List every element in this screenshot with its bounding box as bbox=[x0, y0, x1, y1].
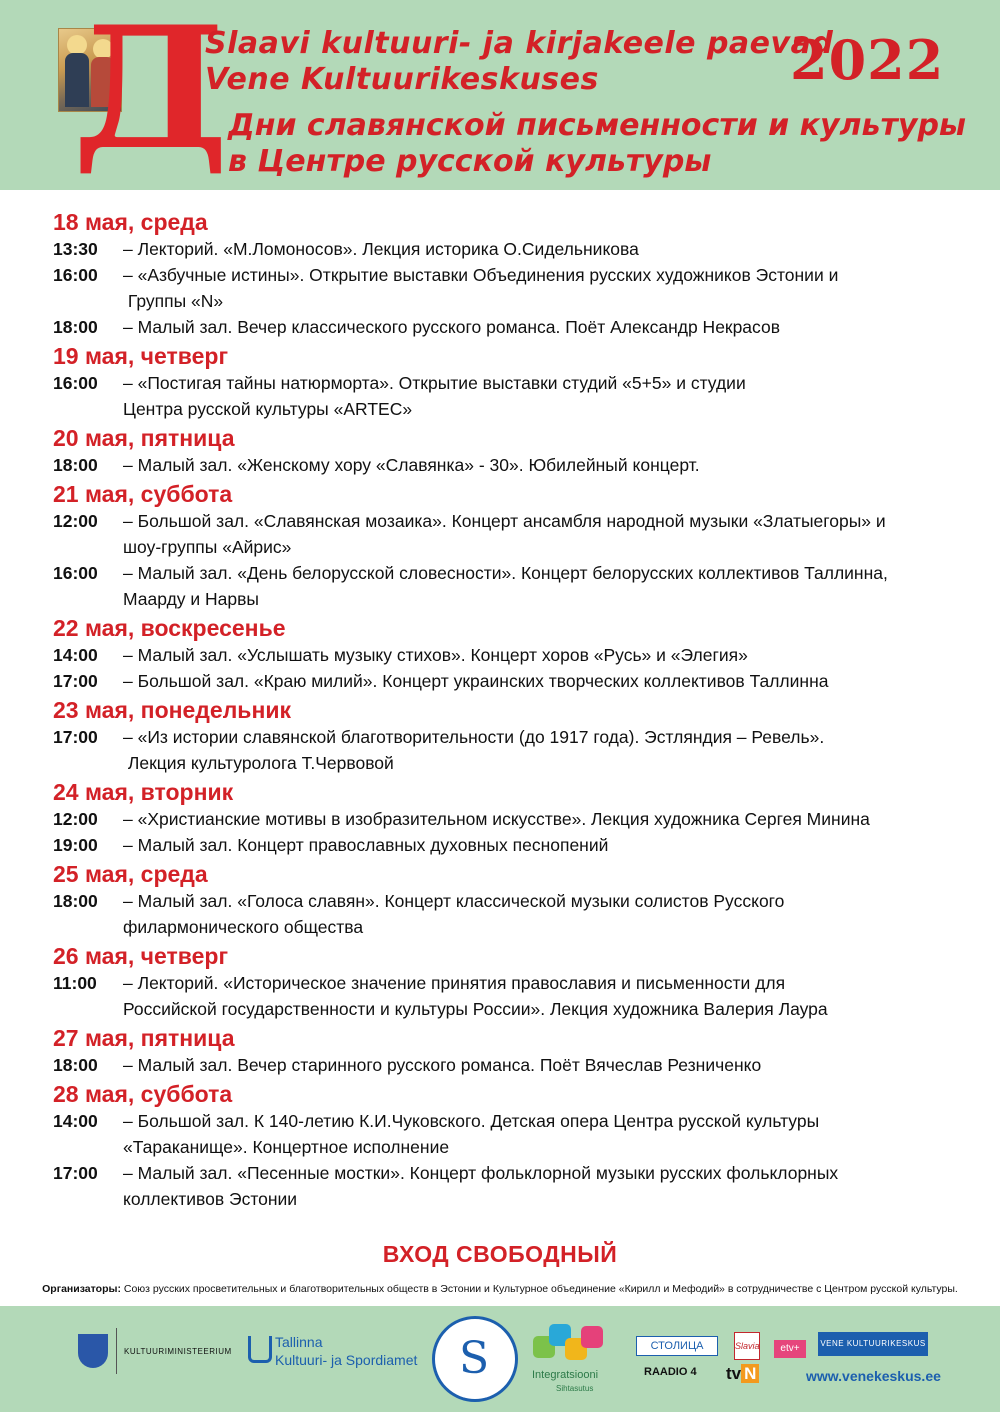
event-description: – «Постигая тайны натюрморта». Открытие выставки студий «5+5» и студии bbox=[123, 373, 746, 393]
organizers-label: Организаторы: bbox=[42, 1283, 121, 1295]
schedule-event bbox=[53, 370, 973, 422]
divider bbox=[116, 1328, 117, 1374]
schedule-event bbox=[53, 668, 973, 694]
schedule-event bbox=[53, 642, 973, 668]
day-heading: 19 мая, четверг bbox=[53, 343, 229, 369]
event-description: – Большой зал. К 140-летию К.И.Чуковского. Детская опера Центра русской культуры bbox=[123, 1111, 820, 1131]
event-description-continued: филармонического общества bbox=[123, 917, 364, 937]
integratsiooni-puzzle-icon bbox=[533, 1324, 603, 1368]
event-time: 11:00 bbox=[53, 973, 97, 993]
day-heading: 18 мая, среда bbox=[53, 209, 208, 235]
tallinn-logo-line2: Kultuuri- ja Spordiamet bbox=[275, 1352, 418, 1368]
schedule-event bbox=[53, 452, 973, 478]
event-description: – Лекторий. «Историческое значение принятия православия и письменности для bbox=[123, 973, 786, 993]
event-description: – Малый зал. «Песенные мостки». Концерт фольклорной музыки русских фольклорных bbox=[123, 1163, 839, 1183]
event-time: 14:00 bbox=[53, 645, 98, 665]
event-time: 17:00 bbox=[53, 1163, 98, 1183]
event-description: – Малый зал. Вечер старинного русского романса. Поёт Вячеслав Резниченко bbox=[123, 1055, 762, 1075]
schedule-event bbox=[53, 314, 973, 340]
title-estonian-line1: Slaavi kultuuri- ja kirjakeele paevad bbox=[205, 26, 834, 61]
event-description: – Малый зал. Концерт православных духовных песнопений bbox=[123, 835, 609, 855]
sponsor-footer bbox=[0, 1306, 1000, 1412]
day-heading: 20 мая, пятница bbox=[53, 425, 235, 451]
event-time: 18:00 bbox=[53, 1055, 98, 1075]
schedule-event bbox=[53, 236, 973, 262]
event-time: 12:00 bbox=[53, 511, 98, 531]
event-description-continued: Центра русской культуры «ARTEC» bbox=[123, 399, 413, 419]
event-time: 19:00 bbox=[53, 835, 98, 855]
event-description: – Малый зал. «Услышать музыку стихов». Концерт хоров «Русь» и «Элегия» bbox=[123, 645, 748, 665]
event-time: 12:00 bbox=[53, 809, 98, 829]
year-label: 2022 bbox=[790, 28, 945, 92]
schedule-event bbox=[53, 806, 973, 832]
organizers-text: Союз русских просветительных и благотворительных обществ в Эстонии и Культурное объединение «Кирилл и Мефодий» в сотрудничестве с Центром русской культуры. bbox=[120, 1283, 958, 1295]
title-estonian-line2: Vene Kultuurikeskuses bbox=[205, 62, 599, 97]
day-heading: 26 мая, четверг bbox=[53, 943, 229, 969]
integratsiooni-logo-line2: Sihtasutus bbox=[556, 1384, 594, 1393]
event-time: 17:00 bbox=[53, 671, 98, 691]
stolica-logo: СТОЛИЦА bbox=[636, 1336, 718, 1356]
schedule-event bbox=[53, 508, 973, 560]
event-description-continued: шоу-группы «Айрис» bbox=[123, 537, 292, 557]
cyril-methodius-seal-icon: S bbox=[432, 1316, 518, 1402]
schedule-event bbox=[53, 832, 973, 858]
event-description: – Большой зал. «Славянская мозаика». Концерт ансамбля народной музыки «Златыегоры» и bbox=[123, 511, 886, 531]
day-heading: 22 мая, воскресенье bbox=[53, 615, 286, 641]
event-description-continued: Российской государственности и культуры России». Лекция художника Валерия Лаура bbox=[123, 999, 828, 1019]
slavia-logo: Slavia bbox=[734, 1332, 760, 1360]
event-description-continued: «Тараканище». Концертное исполнение bbox=[123, 1137, 450, 1157]
event-description: – Малый зал. Вечер классического русского романса. Поёт Александр Некрасов bbox=[123, 317, 781, 337]
schedule-event bbox=[53, 1160, 973, 1212]
raadio4-logo: RAADIO 4 bbox=[644, 1366, 697, 1378]
title-russian-line2: в Центре русской культуры bbox=[228, 144, 712, 179]
schedule-event bbox=[53, 888, 973, 940]
tvn-logo: tv N bbox=[726, 1364, 759, 1384]
event-time: 14:00 bbox=[53, 1111, 98, 1131]
etv-plus-logo: etv+ bbox=[774, 1340, 806, 1358]
decorative-initial-letter: Д bbox=[72, 0, 230, 187]
day-heading: 28 мая, суббота bbox=[53, 1081, 233, 1107]
day-heading: 21 мая, суббота bbox=[53, 481, 233, 507]
day-heading: 24 мая, вторник bbox=[53, 779, 234, 805]
schedule-event bbox=[53, 262, 973, 314]
event-time: 17:00 bbox=[53, 727, 98, 747]
free-entry-notice: ВХОД СВОБОДНЫЙ bbox=[382, 1241, 618, 1267]
day-heading: 27 мая, пятница bbox=[53, 1025, 235, 1051]
day-heading: 23 мая, понедельник bbox=[53, 697, 291, 723]
integratsiooni-logo-line1: Integratsiooni bbox=[532, 1369, 599, 1381]
schedule-list bbox=[53, 206, 973, 1212]
website-link[interactable]: www.venekeskus.ee bbox=[806, 1368, 941, 1384]
event-time: 13:30 bbox=[53, 239, 98, 259]
event-description: – Малый зал. «Голоса славян». Концерт классической музыки солистов Русского bbox=[123, 891, 785, 911]
schedule-event bbox=[53, 970, 973, 1022]
event-description-continued: Маарду и Нарвы bbox=[123, 589, 260, 609]
tallinn-logo-line1: Tallinna bbox=[275, 1334, 323, 1350]
event-time: 16:00 bbox=[53, 265, 98, 285]
event-description-continued: Группы «N» bbox=[123, 291, 224, 311]
event-description: – Малый зал. «День белорусской словесности». Концерт белорусских коллективов Таллинна, bbox=[123, 563, 888, 583]
event-time: 18:00 bbox=[53, 891, 98, 911]
schedule-event bbox=[53, 560, 973, 612]
schedule-event bbox=[53, 724, 973, 776]
schedule-event bbox=[53, 1108, 973, 1160]
event-time: 18:00 bbox=[53, 455, 98, 475]
event-description: – «Азбучные истины». Открытие выставки Объединения русских художников Эстонии и bbox=[123, 265, 839, 285]
estonia-coat-of-arms-icon bbox=[78, 1334, 108, 1368]
tallinn-logo-icon bbox=[248, 1336, 272, 1363]
event-time: 16:00 bbox=[53, 563, 98, 583]
event-time: 18:00 bbox=[53, 317, 98, 337]
day-heading: 25 мая, среда bbox=[53, 861, 208, 887]
header-banner bbox=[0, 0, 1000, 190]
event-description: – Большой зал. «Краю милий». Концерт украинских творческих коллективов Таллинна bbox=[123, 671, 829, 691]
event-time: 16:00 bbox=[53, 373, 98, 393]
event-description-continued: Лекция культуролога Т.Червовой bbox=[123, 753, 394, 773]
event-description-continued: коллективов Эстонии bbox=[123, 1189, 298, 1209]
event-description: – «Христианские мотивы в изобразительном искусстве». Лекция художника Сергея Минина bbox=[123, 809, 870, 829]
event-description: – Малый зал. «Женскому хору «Славянка» - 30». Юбилейный концерт. bbox=[123, 455, 700, 475]
kultuuriministeerium-logo-text: KULTUURIMINISTEERIUM bbox=[124, 1347, 232, 1356]
event-description: – «Из истории славянской благотворительности (до 1917 года). Эстляндия – Ревель». bbox=[123, 727, 825, 747]
event-description: – Лекторий. «М.Ломоносов». Лекция историка О.Сидельникова bbox=[123, 239, 639, 259]
organizers-note bbox=[0, 1283, 1000, 1295]
schedule-event bbox=[53, 1052, 973, 1078]
title-russian-line1: Дни славянской письменности и культуры bbox=[228, 108, 967, 143]
vene-kultuurikeskus-logo: VENE KULTUURIKESKUS bbox=[818, 1332, 928, 1356]
